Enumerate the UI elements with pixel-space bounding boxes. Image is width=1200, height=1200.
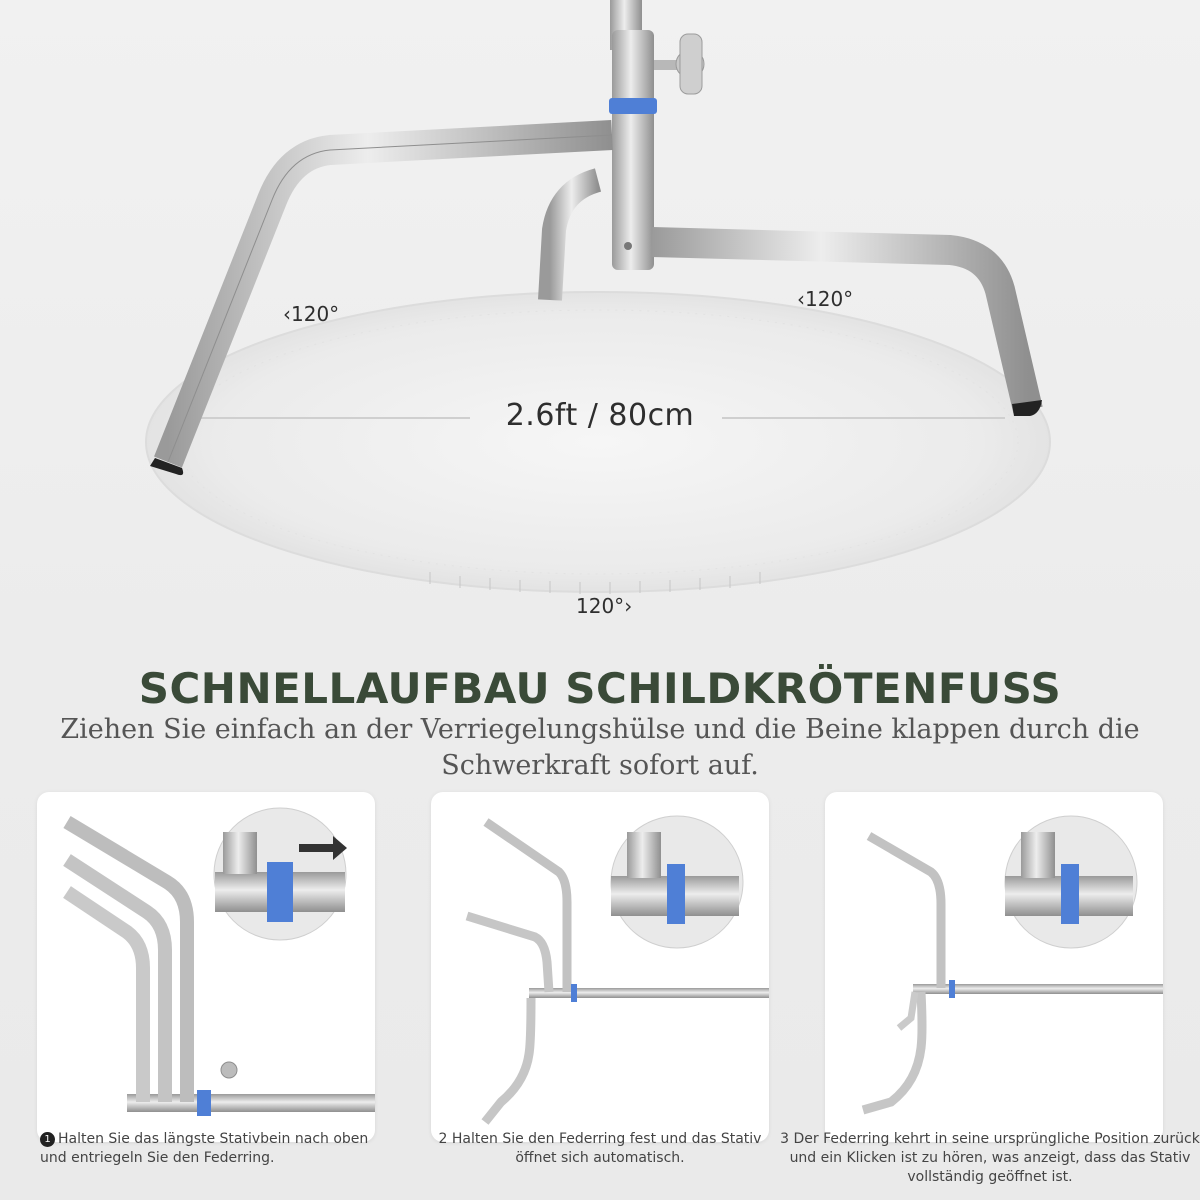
step-caption-2 <box>430 1130 770 1168</box>
page-title: SCHNELLAUFBAU SCHILDKRÖTENFUSS <box>138 664 1062 713</box>
step-number-3: 3 <box>780 1131 790 1147</box>
angle-label-left <box>283 302 339 326</box>
step-3-illustration <box>825 792 1163 1142</box>
lock-knob <box>221 1062 237 1078</box>
step-card-2 <box>431 792 769 1142</box>
chevron-left-icon: ‹ <box>797 287 805 311</box>
step-2-illustration <box>431 792 769 1142</box>
chevron-left-icon: ‹ <box>283 302 291 326</box>
subtitle <box>40 712 1160 784</box>
step-text-1: Halten Sie das längste Stativbein nach oben und entriegeln Sie den Federring. <box>40 1131 369 1166</box>
step-1-illustration <box>37 792 375 1142</box>
angle-label-bottom <box>576 594 632 618</box>
step-text-3: Der Federring kehrt in seine ursprüngliche Position zurück und ein Klicken ist zu hören, was anzeigt, dass das Stativ vollständig geöffnet ist. <box>789 1131 1200 1185</box>
step-number-2: 2 <box>438 1131 448 1147</box>
angle-label-right <box>797 287 853 311</box>
subtitle-line-1: Ziehen Sie einfach an der Verriegelungshülse und die Beine klappen durch die <box>60 714 1140 745</box>
angle-value-right: 120° <box>805 287 854 311</box>
measure-label: 2.6ft / 80cm <box>505 398 695 433</box>
step-card-1 <box>37 792 375 1142</box>
step-number-1: 1 <box>40 1132 55 1147</box>
angle-value-left: 120° <box>291 302 340 326</box>
step-text-2: Halten Sie den Federring fest und das Stativ öffnet sich automatisch. <box>451 1131 762 1166</box>
leg-back <box>550 180 598 300</box>
step-card-3 <box>825 792 1163 1142</box>
subtitle-line-2: Schwerkraft sofort auf. <box>441 750 759 781</box>
step-caption-3 <box>780 1130 1200 1187</box>
spring-ring <box>197 1090 211 1116</box>
chevron-right-icon: › <box>624 594 633 618</box>
spring-ring <box>609 98 657 114</box>
step-caption-1 <box>40 1130 390 1168</box>
floor-dial <box>146 292 1050 592</box>
pole-sleeve <box>612 30 654 270</box>
angle-value-bottom: 120° <box>576 594 625 618</box>
